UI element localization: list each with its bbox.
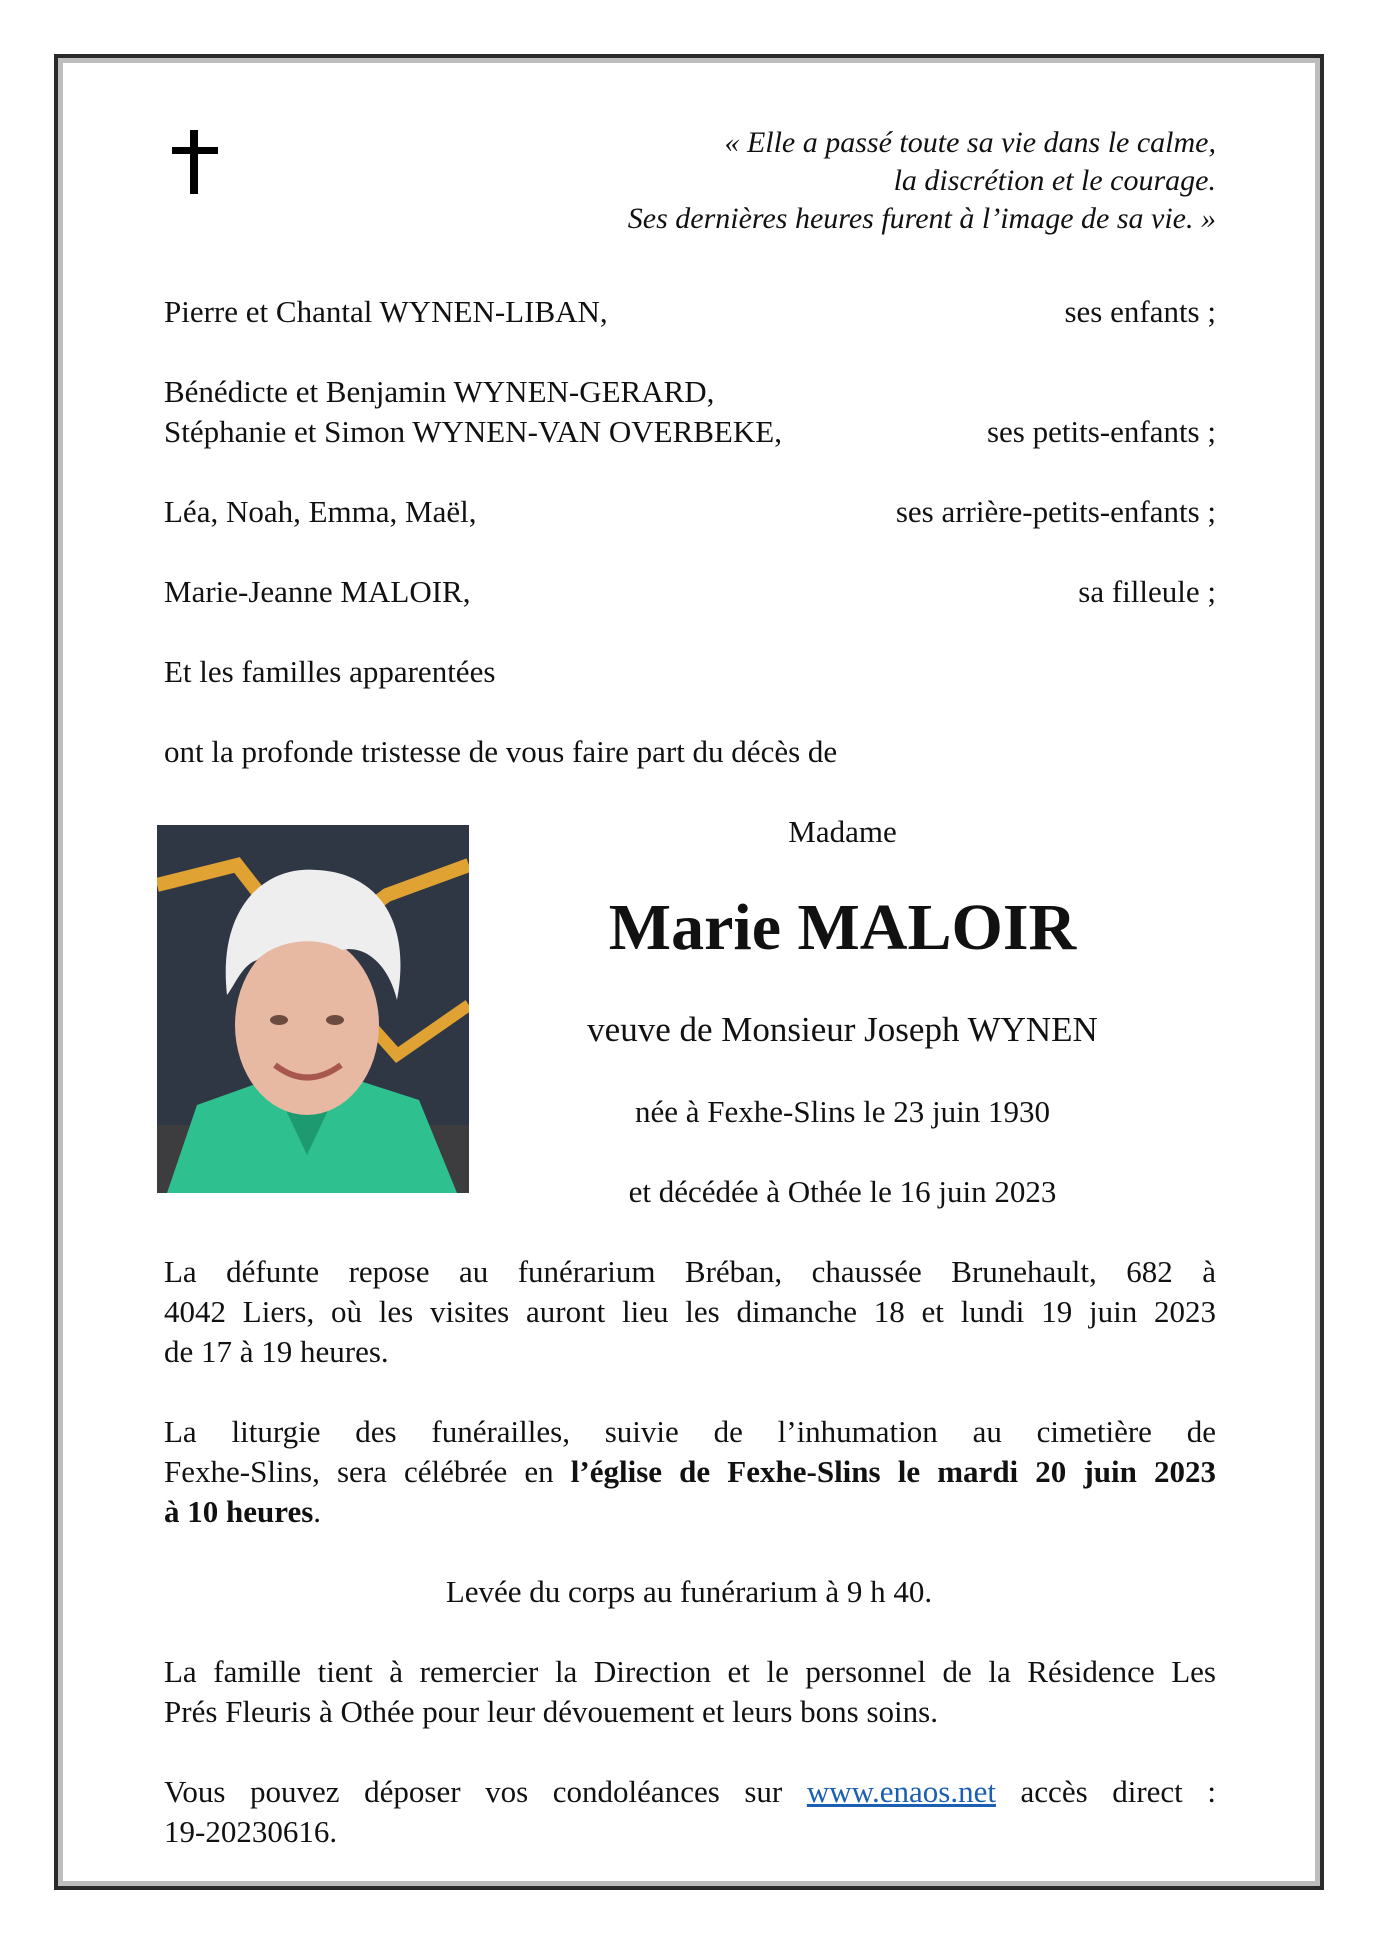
condolences-paragraph <box>164 1772 1216 1852</box>
family-row-great-grandchildren <box>164 492 1216 532</box>
cross-icon <box>172 130 218 194</box>
grandchildren-names-2: Stéphanie et Simon WYNEN-VAN OVERBEKE, <box>164 414 782 449</box>
visitation-line-3: de 17 à 19 heures. <box>164 1334 389 1369</box>
funeral-line-2 <box>164 1452 1216 1492</box>
children-names: Pierre et Chantal WYNEN-LIBAN, <box>164 294 608 329</box>
visitation-line-1: La défunte repose au funérarium Bréban, chaussée Brunehault, 682 à <box>164 1254 1216 1289</box>
epigraph-quote <box>628 124 1216 238</box>
family-row-children <box>164 292 1216 332</box>
funeral-line-3 <box>164 1492 1216 1532</box>
condolences-start: Vous pouvez déposer vos condoléances sur <box>164 1774 807 1809</box>
levee-line: Levée du corps au funérarium à 9 h 40. <box>445 1574 933 1609</box>
family-row-goddaughter <box>164 572 1216 612</box>
enaos-link[interactable]: www.enaos.net <box>806 1774 996 1809</box>
visitation-paragraph <box>164 1252 1216 1372</box>
deceased-title: Madame <box>788 814 897 849</box>
quote-line-3: Ses dernières heures furent à l’image de sa vie. » <box>627 202 1216 235</box>
funeral-line-1: La liturgie des funérailles, suivie de l’inhumation au cimetière de <box>164 1414 1216 1449</box>
great-grandchildren-relation: ses arrière-petits-enfants ; <box>895 494 1216 529</box>
condolences-end: accès direct : <box>995 1774 1217 1809</box>
condolences-line-1 <box>164 1772 1216 1812</box>
funeral-line-3-end: . <box>313 1494 322 1529</box>
thanks-line-2: Prés Fleuris à Othée pour leur dévouement et leurs bons soins. <box>164 1694 938 1729</box>
quote-line-2: la discrétion et le courage. <box>893 164 1216 197</box>
grandchildren-names-1: Bénédicte et Benjamin WYNEN-GERARD, <box>164 374 715 409</box>
announcement-line: ont la profonde tristesse de vous faire part du décès de <box>164 734 838 769</box>
quote-line-1: « Elle a passé toute sa vie dans le calme, <box>724 126 1216 159</box>
visitation-line-2: 4042 Liers, où les visites auront lieu les dimanche 18 et lundi 19 juin 2023 <box>164 1294 1216 1329</box>
grandchildren-relation: ses petits-enfants ; <box>986 414 1216 449</box>
children-relation: ses enfants ; <box>1064 294 1216 329</box>
deceased-widow-of: veuve de Monsieur Joseph WYNEN <box>587 1010 1098 1049</box>
funeral-paragraph <box>164 1412 1216 1532</box>
goddaughter-names: Marie-Jeanne MALOIR, <box>164 574 471 609</box>
thanks-line-1: La famille tient à remercier la Direction et le personnel de la Résidence Les <box>164 1654 1216 1689</box>
deceased-name: Marie MALOIR <box>608 891 1077 964</box>
funeral-time: à 10 heures <box>164 1494 314 1529</box>
relatives-line: Et les familles apparentées <box>164 654 496 689</box>
thanks-paragraph <box>164 1652 1216 1732</box>
condolences-code: 19-20230616. <box>164 1814 338 1849</box>
funeral-line-2-start: Fexhe-Slins, sera célébrée en <box>164 1454 571 1489</box>
deceased-died: et décédée à Othée le 16 juin 2023 <box>628 1174 1057 1209</box>
portrait-photo <box>157 825 469 1193</box>
goddaughter-relation: sa filleule ; <box>1078 574 1216 609</box>
funeral-church-date: l’église de Fexhe-Slins le mardi 20 juin 2023 <box>570 1454 1216 1489</box>
deceased-born: née à Fexhe-Slins le 23 juin 1930 <box>635 1094 1050 1129</box>
family-row-grandchildren <box>164 412 1216 452</box>
great-grandchildren-names: Léa, Noah, Emma, Maël, <box>164 494 477 529</box>
